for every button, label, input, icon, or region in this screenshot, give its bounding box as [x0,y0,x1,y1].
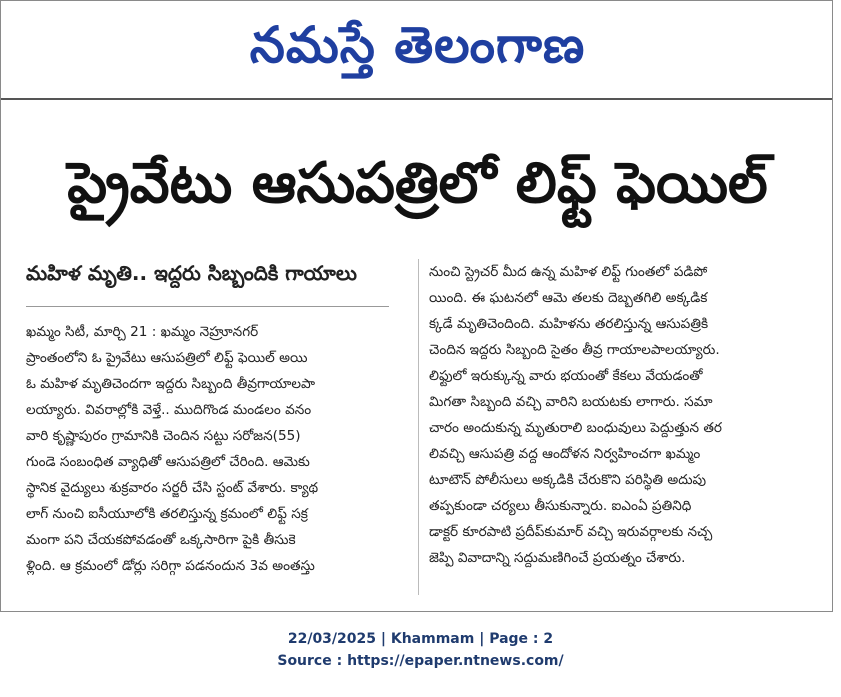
article-line: ప్రాంతంలోని ఓ ప్రైవేటు ఆసుపత్రిలో లిఫ్ట్ ఫెయిల్ అయి [26,350,308,366]
article-line: చెందిన ఇద్దరు సిబ్బంది సైతం తీవ్ర గాయాలపాలయ్యారు. [429,342,720,358]
article-line: ఖమ్మం సిటీ, మార్చి 21 : ఖమ్మం నెహ్రూనగర్ [26,324,259,340]
newspaper-masthead: నమస్తే తెలంగాణ [249,16,586,74]
article-line: టూటౌన్ పోలీసులు అక్కడికి చేరుకొని పరిస్థితి అదుపు [429,472,707,488]
footer-source-link[interactable]: Source : https://epaper.ntnews.com/ [277,653,564,669]
article-line: మంగా పని చేయకపోవడంతో ఒక్కసారిగా పైకి తీసుకె [26,532,296,548]
article-line: ఓ మహిళ మృతిచెందగా ఇద్దరు సిబ్బంది తీవ్రగాయాలపా [26,376,316,392]
article-line: జెప్పి వివాదాన్ని సద్దుమణిగించే ప్రయత్నం చేశారు. [429,550,686,566]
article-line: చారం అందుకున్న మృతురాలి బంధువులు పెద్దుత్తున తర [429,420,722,436]
article-headline: ప్రైవేటు ఆసుపత్రిలో లిఫ్ట్ ఫెయిల్ [67,151,768,216]
article-line: క్కడే మృతిచెందింది. మహిళను తరలిస్తున్న ఆసుపత్రికి [429,316,709,332]
page-footer [0,628,841,672]
column-divider [418,259,419,595]
article-line: డాక్టర్ కూరపాటి ప్రదీప్‌కుమార్ వచ్చి ఇరువర్గాలకు నచ్చ [429,524,713,540]
article-line: నుంచి స్ట్రెచర్ మీద ఉన్న మహిళ లిఫ్ట్ గుంతలో పడిపో [429,264,708,280]
article-line: లయ్యారు. వివరాల్లోకి వెళ్తే.. ముదిగొండ మండలం వనం [26,402,312,418]
footer-date-edition: 22/03/2025 | Khammam | Page : 2 [287,631,554,647]
article-line: లిఫ్టులో ఇరుక్కున్న వారు భయంతో కేకలు వేయడంతో [429,368,703,384]
article-line: మిగతా సిబ్బంది వచ్చి వారిని బయటకు లాగారు. సమా [429,394,713,410]
article-line: తప్పకుండా చర్యలు తీసుకున్నారు. ఐఎంఏ ప్రతినిధి [429,498,692,514]
article-line: లాగ్ నుంచి ఐసీయూలోకి తరలిస్తున్న క్రమంలో లిఫ్ట్ సక్ర [26,506,308,522]
article-line: యింది. ఈ ఘటనలో ఆమె తలకు దెబ్బతగిలి అక్కడిక [429,290,708,306]
masthead-divider [1,98,833,100]
article-line: స్థానిక వైద్యులు శుక్రవారం సర్జరీ చేసి స్టంట్ వేశారు. క్యాథ [26,480,319,496]
article-column-right [429,259,817,571]
article-column-left [26,319,411,579]
article-line: ళ్లింది. ఆ క్రమంలో డోర్లు సరిగ్గా పడనందున 3వ అంతస్తు [26,558,315,574]
article-subheadline: మహిళ మృతి.. ఇద్దరు సిబ్బందికి గాయాలు [26,261,357,285]
subheadline-divider [26,306,389,307]
article-line: వారి కృష్ణాపురం గ్రామానికి చెందిన సట్టు సరోజన(55) [26,428,301,444]
article-line: గుండె సంబంధిత వ్యాధితో ఆసుపత్రిలో చేరింది. ఆమెకు [26,454,310,470]
article-line: లివచ్చి ఆసుపత్రి వద్ద ఆందోళన నిర్వహించగా ఖమ్మం [429,446,701,462]
